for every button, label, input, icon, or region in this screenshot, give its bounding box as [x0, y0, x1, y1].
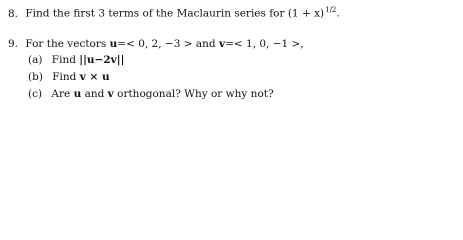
subquestion-label: (c): [28, 88, 43, 100]
conjunction: and: [195, 38, 216, 50]
subquestion-b: [28, 72, 110, 83]
subquestion-text: Find: [52, 71, 77, 83]
exponent: 1/2: [325, 6, 337, 14]
math-expression: ||u−2v||: [79, 54, 125, 66]
vector-v-label: v: [107, 88, 114, 100]
vector-u-label: u: [109, 38, 118, 50]
subquestion-a: [28, 55, 124, 66]
conjunction: and: [84, 88, 105, 100]
subquestion-text: Are: [51, 88, 71, 100]
subquestion-c: [28, 89, 274, 100]
subquestion-text: orthogonal? Why or why not?: [117, 88, 274, 100]
question-9: [8, 39, 304, 50]
problem-sheet: [0, 0, 463, 111]
math-expression: (1 + x): [287, 7, 325, 20]
subquestion-label: (a): [28, 54, 43, 66]
subquestion-label: (b): [28, 71, 43, 83]
vector-v-value: =< 1, 0, −1 >,: [225, 38, 304, 50]
punctuation: .: [336, 7, 340, 20]
question-number: 9.: [8, 38, 19, 50]
question-8: [8, 7, 340, 19]
subquestion-text: Find: [51, 54, 76, 66]
vector-v-label: v: [218, 38, 226, 50]
math-expression: v × u: [79, 71, 110, 83]
question-number: 8.: [8, 7, 19, 20]
question-text: For the vectors: [25, 38, 107, 50]
vector-u-label: u: [73, 88, 82, 100]
vector-u-value: =< 0, 2, −3 >: [117, 38, 193, 50]
question-text: Find the first 3 terms of the Maclaurin series for: [25, 7, 285, 20]
